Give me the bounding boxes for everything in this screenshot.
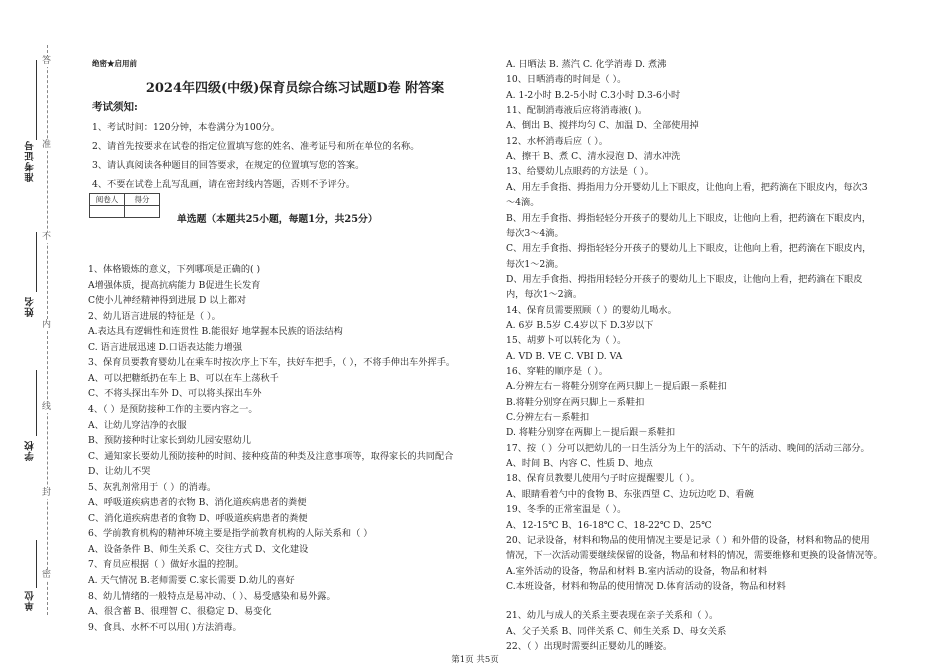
score-cell: 得分 [125,194,160,206]
question-line: 3、保育员要教育婴幼儿在乘车时按次序上下车，扶好车把手，（ ），不将手伸出车外挥手。 [88,357,456,369]
question-line: 14、保育员需要照顾（ ）的婴幼儿喝水。 [506,304,677,316]
fold-word: 准 [42,140,52,150]
page-footer: 第1页 共5页 [451,655,499,665]
question-line: 10、日晒消毒的时间是（ ）。 [506,74,627,86]
question-line: A、时间 B、内容 C、性质 D、地点 [506,458,653,470]
question-line: C、用左手食指、拇指轻轻分开孩子的婴幼儿上下眼皮，让他向上看，把药滴在下眼皮内， [506,243,872,255]
question-line: D、用左手食指、拇指用轻轻分开孩子的婴幼儿上下眼皮，让他向上看，把药滴在下眼皮 [506,273,863,285]
question-line: A、父子关系 B、同伴关系 C、师生关系 D、母女关系 [506,625,727,637]
question-line: A. 日晒法 B. 蒸汽 C. 化学消毒 D. 煮沸 [506,59,667,70]
question-line: B、预防接种时让家长到幼儿园安慰幼儿 [88,435,251,447]
question-line: 22、（ ）出现时需要纠正婴幼儿的睡姿。 [506,640,673,652]
question-line: C、通知家长要幼儿预防接种的时间、接种疫苗的种类及注意事项等，取得家长的共同配合 [88,450,454,462]
question-line: A.表达具有逻辑性和连贯性 B.能很好 地掌握本民族的语法结构 [88,326,343,338]
question-line: A、可以把糖纸扔在车上 B、可以在车上荡秋千 [88,372,279,384]
exam-number-field[interactable] [36,60,37,140]
fold-word: 答 [42,56,52,66]
question-line: A、呼吸道疾病患者的衣物 B、消化道疾病患者的粪便 [88,497,307,509]
question-line: C、消化道疾病患者的食物 D、呼吸道疾病患者的粪便 [88,512,308,524]
question-line: 7、育员应根据（ ）做好水温的控制。 [88,559,244,571]
exam-number-label: 准考证号 [25,140,36,182]
question-line: A、12-15℃ B、16-18℃ C、18-22℃ D、25℃ [506,519,712,531]
question-line: 16、穿鞋的顺序是（ ）。 [506,366,608,377]
question-line: 20、记录设备，材料和物品的使用情况主要是记录（ ）和外借的设备，材料和物品的使用 [506,534,870,546]
question-line: A、让幼儿穿洁净的衣服 [88,419,187,431]
question-line: C、不将头探出车外 D、可以将头探出车外 [88,388,262,400]
notice-heading: 考试须知: [92,101,138,113]
notice-item: 2、请首先按要求在试卷的指定位置填写您的姓名、准考证号和所在单位的名称。 [92,141,420,152]
notice-item: 3、请认真阅读各种题目的回答要求，在规定的位置填写您的答案。 [92,160,365,171]
score-entry[interactable] [125,206,160,218]
question-line: A. 天气情况 B.老师需要 C.家长需要 D.幼儿的喜好 [88,575,295,586]
question-line: A、眼睛看着勺中的食物 B、东张西望 C、边玩边吃 D、看碗 [506,488,754,500]
unit-label: 单位 [25,590,36,611]
question-line: 1、体格锻炼的意义，下列哪项是正确的( ) [88,264,261,275]
notice-item: 4、不要在试卷上乱写乱画，请在密封线内答题，否则不予评分。 [92,179,356,190]
question-line: A. VD B. VE C. VBI D. VA [506,350,623,362]
question-line: A.分辨左右－将鞋分别穿在两只脚上－提后跟－系鞋扣 [506,381,727,393]
question-line: C使小儿神经精神得到进展 D 以上都对 [88,295,247,307]
question-line: A、很含蓄 B、很理智 C、很稳定 D、易变化 [88,606,272,618]
fold-word: 密 [42,570,52,580]
name-field[interactable] [36,232,37,292]
question-line: 15、胡萝卜可以转化为（ ）。 [506,335,627,347]
question-line: 每次3～4滴。 [506,227,564,239]
fold-word: 封 [42,488,52,498]
question-line: 5、灰乳剂常用于（ ）的消毒。 [88,481,217,493]
question-line: B.将鞋分别穿在两只脚上－系鞋扣 [506,396,645,408]
name-label: 姓名 [25,296,36,317]
question-line: 每次1～2滴。 [506,258,564,270]
question-line: D、让幼儿不哭 [88,466,151,478]
question-line: C. 语言进展迅速 D.口语表达能力增强 [88,341,243,353]
question-line: 情况，下一次活动需要继续保留的设备，物品和材料的情况，需要维修和更换的设备情况等。 [506,550,883,562]
question-line: 18、保育员教婴儿使用勺子时应提醒婴儿（ ）。 [506,473,700,485]
notice-item: 1、考试时间：120分钟，本卷满分为100分。 [92,122,280,133]
question-line: 内，每次1～2滴。 [506,289,583,301]
question-line: A增强体质，提高抗病能力 B促进生长发育 [88,279,261,291]
question-line: A.室外活动的设备，物品和材料 B.室内活动的设备，物品和材料 [506,565,768,577]
question-line: 8、幼儿情绪的一般特点是易冲动、（ ）、易受感染和易外露。 [88,590,336,602]
question-line: 11、配制消毒液后应将消毒液( )。 [506,105,648,117]
section-heading: 单选题（本题共25小题，每题1分，共25分） [177,214,378,225]
grader-entry[interactable] [90,206,125,218]
fold-word: 不 [42,232,52,242]
question-line: ～4滴。 [506,197,540,209]
question-line: 19、冬季的正常室温是（ ）。 [506,504,627,516]
unit-field[interactable] [36,540,37,588]
secret-mark: 绝密★启用前 [92,59,137,68]
question-line: C.分辨左右－系鞋扣 [506,412,590,424]
question-line: 9、食具、水杯不可以用( )方法消毒。 [88,621,242,633]
question-line: A、设备条件 B、师生关系 C、交往方式 D、文化建设 [88,543,309,555]
question-line: 4、（ ）是预防接种工作的主要内容之一。 [88,403,258,415]
page-title: 2024年四级(中级)保育员综合练习试题D卷 附答案 [145,81,445,96]
school-label: 学校 [25,440,36,461]
question-line: 21、幼儿与成人的关系主要表现在亲子关系和（ ）。 [506,610,719,622]
question-line: C.本班设备，材料和物品的使用情况 D.体育活动的设备，物品和材料 [506,580,786,592]
question-line: A、用左手食指、拇指用力分开婴幼儿上下眼皮，让他向上看，把药滴在下眼皮内，每次3 [506,181,868,193]
score-box [89,193,160,218]
grader-cell: 阅卷人 [90,194,125,206]
binding-strip [0,0,70,671]
question-line: 2、幼儿语言进展的特征是（ ）。 [88,310,221,322]
question-line: 13、给婴幼儿点眼药的方法是（ ）。 [506,166,654,178]
question-line: A、擦干 B、煮 C、清水浸泡 D、清水冲洗 [506,151,681,163]
question-line: B、用左手食指、拇指轻轻分开孩子的婴幼儿上下眼皮，让他向上看，把药滴在下眼皮内， [506,212,872,224]
question-line: 17、按（ ）分可以把幼儿的一日生活分为上午的活动、下午的活动、晚间的活动三部分。 [506,442,870,454]
school-field[interactable] [36,370,37,436]
question-line: 6、学前教育机构的精神环境主要是指学前教育机构的人际关系和（ ） [88,528,373,540]
fold-word: 线 [42,402,52,412]
fold-word: 内 [42,320,52,330]
question-line: D. 将鞋分别穿在两脚上－提后跟－系鞋扣 [506,427,676,439]
question-line: 12、水杯消毒后应（ ）。 [506,135,608,147]
question-line: A. 6岁 B.5岁 C.4岁以下 D.3岁以下 [506,319,654,331]
question-line: A、倒出 B、搅拌均匀 C、加温 D、全部使用掉 [506,120,699,132]
question-line: A. 1-2小时 B.2-5小时 C.3小时 D.3-6小时 [506,89,681,101]
